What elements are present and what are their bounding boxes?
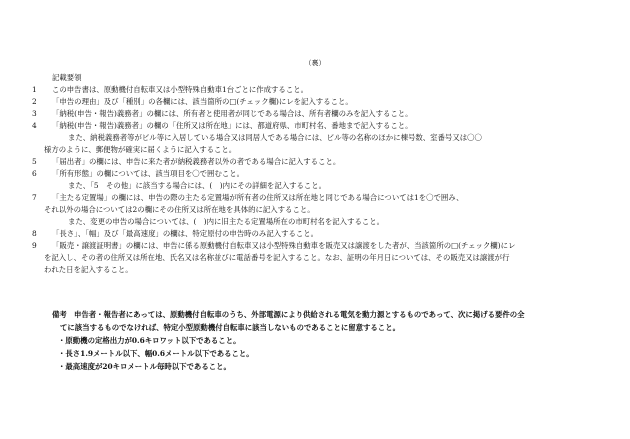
instruction-list [32,84,618,276]
instruction-number: 3 [32,109,37,118]
remarks-bullet-text: ・原動機の定格出力が0.6キロワット以下であること。 [58,336,241,345]
instruction-continuation [32,144,618,156]
instruction-text: 「長さ」、「幅」及び「最高速度」の欄は、特定原付の申告時のみ記入すること。 [52,229,319,238]
remarks-line [52,321,622,334]
instruction-number: 6 [32,169,37,178]
instruction-item [32,120,618,132]
instructions-title: 記載要領 [52,73,82,82]
instruction-number: 1 [32,85,37,94]
instruction-text: この申告書は、原動機付自転車又は小型特殊自動車1台ごとに作成すること。 [52,85,308,94]
instruction-continuation-text: また、「5 その他」に該当する場合には、( )内にその詳細を記入すること。 [68,181,327,190]
instruction-continuation-text: また、変更の申告の場合については、( )内に旧主たる定置場所在の市町村名を記入すること。 [68,217,385,226]
instruction-text: 「納税(申告・報告)義務者」の欄には、所有者と使用者が同じである場合は、所有者欄のみを記入すること。 [52,109,413,118]
instruction-number: 2 [32,97,37,106]
remarks-section [52,308,622,373]
instruction-item [32,108,618,120]
instruction-item [32,84,618,96]
instruction-continuation-text: また、納税義務者等がビル等に入居している場合又は同居人である場合には、ビル等の名称のほかに棟号数、室番号又は〇〇 [68,133,482,142]
remarks-bullet-text: ・最高速度が20キロメートル毎時以下であること。 [58,362,231,371]
instruction-item [32,228,618,240]
instruction-number: 7 [32,193,37,202]
remarks-label: 備考 [52,310,67,319]
instruction-text: 「納税(申告・報告)義務者」の欄の「住所又は所在地」には、都道府県、市町村名、番地まで記入すること。 [52,121,413,130]
remarks-bullet-item [52,360,622,373]
instruction-item [32,96,618,108]
instruction-number: 4 [32,121,37,130]
instruction-item [32,240,618,252]
instruction-continuation-text: われた日を記入すること。 [44,265,133,274]
instruction-number: 5 [32,157,37,166]
instruction-text: 「所有形態」の欄については、該当項目を〇で囲むこと。 [52,169,245,178]
instruction-continuation [32,216,618,228]
instruction-continuation [32,252,618,264]
instruction-continuation-text: それ以外の場合については2の欄にその住所又は所在地を具体的に記入すること。 [44,205,315,214]
instruction-item [32,168,618,180]
instruction-text: 「届出者」の欄には、申告に来た者が納税義務者以外の者である場合に記入すること。 [52,157,341,166]
instruction-item [32,192,618,204]
instruction-text: 「申告の理由」及び「種別」の各欄には、該当箇所の□(チェック欄)にレを記入すること。 [52,97,353,106]
remarks-text: 申告者・報告者にあっては、原動機付自転車のうち、外部電源により供給される電気を動力源とするものであって、次に掲げる要件の全 [74,310,525,319]
instruction-text: 「販売・譲渡証明書」の欄には、申告に係る原動機付自転車又は小型特殊自動車を販売又は譲渡をした者が、当該箇所の□(チェック欄)にレ [52,241,516,250]
instruction-continuation [32,264,618,276]
remarks-bullet-item [52,347,622,360]
instruction-number: 8 [32,229,37,238]
instruction-continuation-text: を記入し、その者の住所又は所在地、氏名又は名称並びに電話番号を記入すること。なお、証明の年月日については、その販売又は譲渡が行 [44,253,510,262]
instruction-continuation [32,204,618,216]
instruction-continuation-text: 様方のように、郵便物が確実に届くように記入すること。 [44,145,237,154]
remarks-bullet-text: ・長さ1.9メートル以下、幅0.6メートル以下であること。 [58,349,254,358]
back-side-label: （裏） [304,59,326,67]
instruction-item [32,156,618,168]
instruction-continuation [32,132,618,144]
remarks-bullet-item [52,334,622,347]
instruction-continuation [32,180,618,192]
remarks-continuation: てに該当するものでなければ、特定小型原動機付自転車に該当しないものであることに留意すること。 [60,323,400,332]
remarks-line [52,308,622,321]
instruction-number: 9 [32,241,37,250]
instruction-text: 「主たる定置場」の欄には、申告の際の主たる定置場が所有者の住所又は所在地と同じである場合については1を〇で囲み、 [52,193,464,202]
